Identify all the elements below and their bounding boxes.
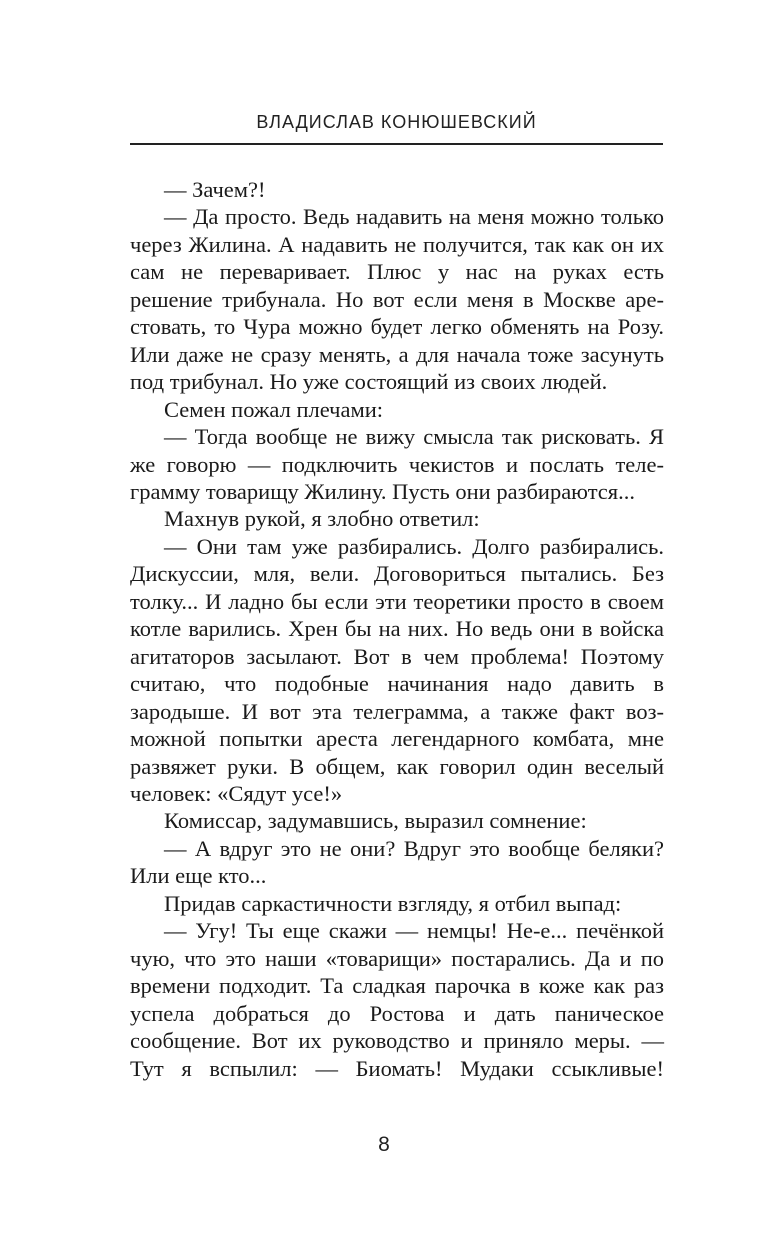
paragraph-10: — Угу! Ты еще скажи — немцы! Не-е... печёнкой чую, что это наши «товарищи» постарались. Да и по времени подходит. Та сладкая парочка в коже как раз успела добраться до Ростова и дать паническое сообщение. Вот их руководство и приняло меры. — Тут я вспылил: — Биомать! Мудаки ссыкливые! <box>130 918 664 1081</box>
paragraph-9: Придав саркастичности взгляду, я отбил выпад: <box>164 890 622 916</box>
page-number: 8 <box>378 1133 390 1156</box>
running-head: ВЛАДИСЛАВ КОНЮШЕВСКИЙ <box>256 112 537 132</box>
paragraph-8: — А вдруг это не они? Вдруг это вообще беляки? Или еще кто... <box>130 835 664 889</box>
paragraph-5: Махнув рукой, я злобно ответил: <box>164 506 480 532</box>
body-text <box>130 176 664 1082</box>
paragraph-4: — Тогда вообще не вижу смысла так рисковать. Я же говорю — подключить чекистов и послать телеграмму товарищу Жилину. Пусть они разбираются... <box>130 424 664 504</box>
paragraph-2: — Да просто. Ведь надавить на меня можно только через Жилина. А надавить не получится, так как он их сам не переваривает. Плюс у нас на руках есть решение трибунала. Но вот если меня в Москве арестовать, то Чура можно будет легко обменять на Розу. Или даже не сразу менять, а для начала тоже засунуть под трибунал. Но уже состоящий из своих людей. <box>130 204 664 395</box>
paragraph-1: — Зачем?! <box>164 177 266 202</box>
paragraph-3: Семен пожал плечами: <box>164 396 384 422</box>
paragraph-6: — Они там уже разбирались. Долго разбирались. Дискуссии, мля, вели. Договориться пытались. Без толку... И ладно бы если эти теоретики просто в своем котле варились. Хрен бы на них. Но ведь они в войска агитаторов засылают. Вот в чем проблема! Поэтому считаю, что подобные начинания надо давить в зародыше. И вот эта телеграмма, а также факт возможной попытки ареста легендарного комбата, мне развяжет руки. В общем, как говорил один веселый человек: «Сядут усе!» <box>130 533 664 806</box>
header-rule <box>130 143 663 145</box>
paragraph-7: Комиссар, задумавшись, выразил сомнение: <box>164 808 587 834</box>
